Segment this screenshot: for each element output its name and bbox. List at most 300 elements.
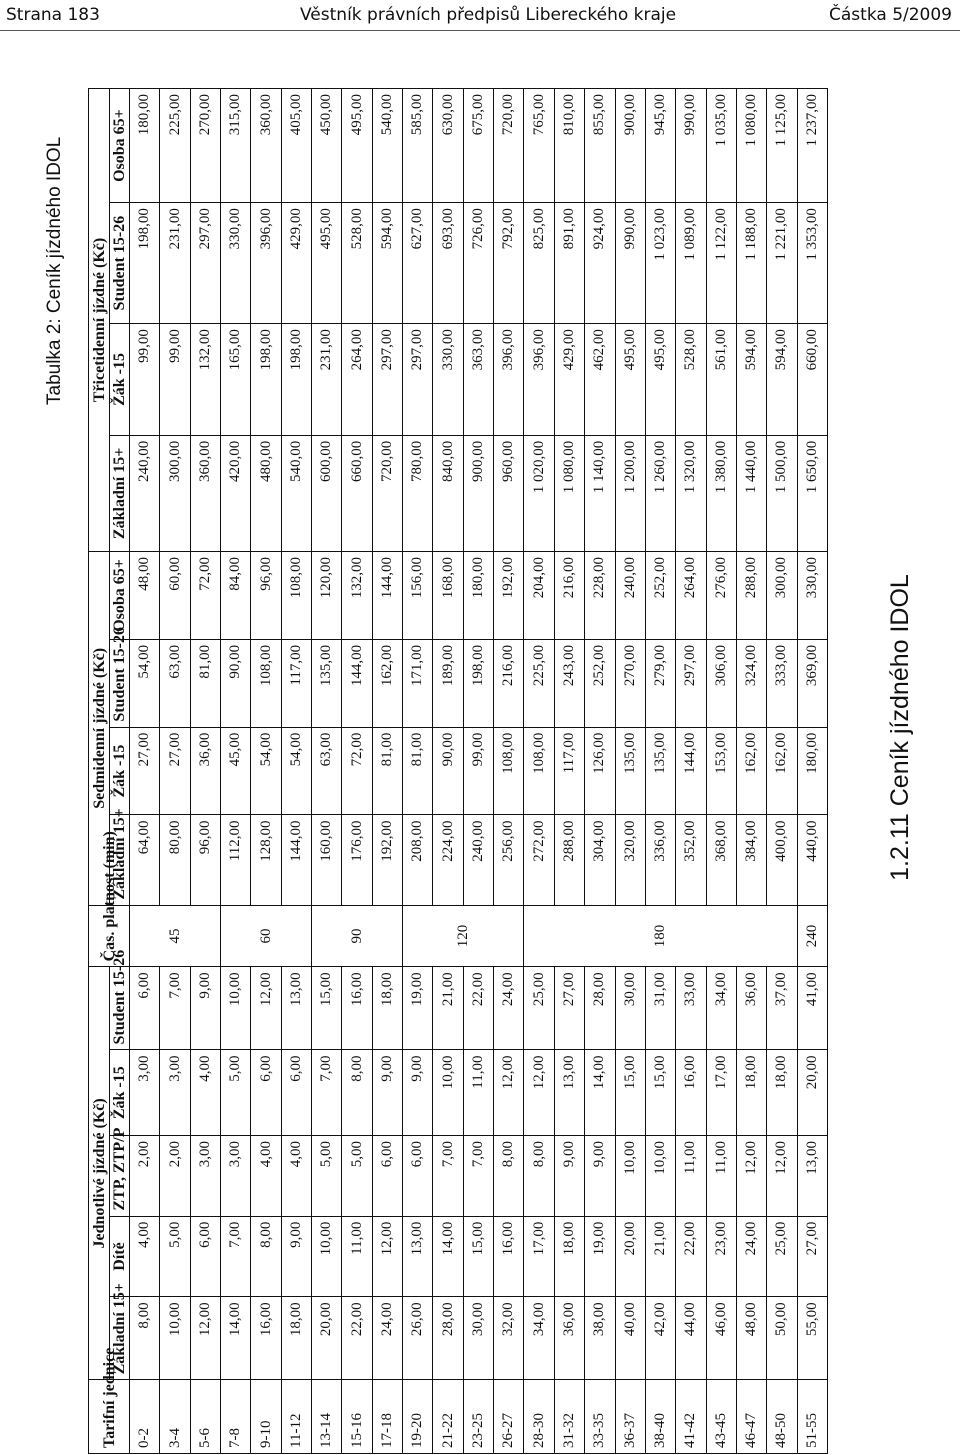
zone-cell: 46-47 bbox=[736, 1380, 766, 1454]
single-fare-cell: 32,00 bbox=[494, 1297, 524, 1380]
single-fare-cell: 15,00 bbox=[645, 1050, 675, 1135]
single-fare-cell: 28,00 bbox=[433, 1297, 463, 1380]
single-fare-cell: 14,00 bbox=[221, 1297, 251, 1380]
weekly-fare-cell: 144,00 bbox=[281, 815, 311, 905]
single-fare-cell: 10,00 bbox=[312, 1216, 342, 1297]
weekly-fare-cell: 224,00 bbox=[433, 815, 463, 905]
single-fare-cell: 30,00 bbox=[463, 1297, 493, 1380]
single-fare-cell: 34,00 bbox=[524, 1297, 554, 1380]
weekly-fare-cell: 36,00 bbox=[190, 727, 220, 815]
single-fare-cell: 40,00 bbox=[615, 1297, 645, 1380]
zone-cell: 7-8 bbox=[221, 1380, 251, 1454]
weekly-fare-cell: 252,00 bbox=[645, 552, 675, 640]
single-fare-cell: 10,00 bbox=[221, 967, 251, 1050]
single-fare-cell: 36,00 bbox=[554, 1297, 584, 1380]
table-row bbox=[342, 89, 372, 1454]
monthly-fare-cell: 1 440,00 bbox=[736, 435, 766, 551]
single-fare-cell: 3,00 bbox=[221, 1135, 251, 1216]
table-row bbox=[160, 89, 190, 1454]
single-fare-cell: 27,00 bbox=[554, 967, 584, 1050]
single-fare-cell: 12,00 bbox=[190, 1297, 220, 1380]
table-row bbox=[312, 89, 342, 1454]
weekly-fare-cell: 336,00 bbox=[645, 815, 675, 905]
single-fare-cell: 9,00 bbox=[585, 1135, 615, 1216]
weekly-fare-cell: 132,00 bbox=[342, 552, 372, 640]
monthly-fare-cell: 990,00 bbox=[676, 89, 706, 203]
weekly-fare-cell: 108,00 bbox=[281, 552, 311, 640]
single-fare-cell: 15,00 bbox=[615, 1050, 645, 1135]
monthly-fare-cell: 231,00 bbox=[160, 203, 190, 324]
weekly-fare-cell: 270,00 bbox=[615, 639, 645, 727]
table-row bbox=[706, 89, 736, 1454]
monthly-fare-cell: 198,00 bbox=[281, 324, 311, 436]
monthly-fare-cell: 180,00 bbox=[130, 89, 160, 203]
monthly-fare-cell: 825,00 bbox=[524, 203, 554, 324]
single-fare-cell: 6,00 bbox=[372, 1135, 402, 1216]
monthly-fare-cell: 720,00 bbox=[494, 89, 524, 203]
table-row bbox=[554, 89, 584, 1454]
monthly-fare-cell: 315,00 bbox=[221, 89, 251, 203]
monthly-fare-cell: 594,00 bbox=[736, 324, 766, 436]
single-fare-cell: 4,00 bbox=[281, 1135, 311, 1216]
single-fare-cell: 11,00 bbox=[676, 1135, 706, 1216]
monthly-col-header: Žák -15 bbox=[110, 324, 130, 436]
weekly-fare-cell: 180,00 bbox=[797, 727, 827, 815]
table-row bbox=[403, 89, 433, 1454]
weekly-fare-cell: 320,00 bbox=[615, 815, 645, 905]
single-fare-cell: 11,00 bbox=[342, 1216, 372, 1297]
single-fare-cell: 7,00 bbox=[463, 1135, 493, 1216]
weekly-fare-cell: 90,00 bbox=[433, 727, 463, 815]
single-fare-cell: 38,00 bbox=[585, 1297, 615, 1380]
weekly-fare-cell: 84,00 bbox=[221, 552, 251, 640]
weekly-fare-cell: 225,00 bbox=[524, 639, 554, 727]
zone-cell: 3-4 bbox=[160, 1380, 190, 1454]
weekly-fare-cell: 144,00 bbox=[676, 727, 706, 815]
monthly-fare-cell: 495,00 bbox=[615, 324, 645, 436]
single-fare-cell: 6,00 bbox=[130, 967, 160, 1050]
single-fare-cell: 55,00 bbox=[797, 1297, 827, 1380]
weekly-fare-cell: 72,00 bbox=[342, 727, 372, 815]
single-fare-cell: 6,00 bbox=[281, 1050, 311, 1135]
single-fare-cell: 6,00 bbox=[190, 1216, 220, 1297]
single-fare-cell: 7,00 bbox=[433, 1135, 463, 1216]
monthly-fare-cell: 300,00 bbox=[160, 435, 190, 551]
single-col-header: Základní 15+ bbox=[110, 1297, 130, 1380]
monthly-fare-cell: 429,00 bbox=[554, 324, 584, 436]
single-fare-cell: 4,00 bbox=[251, 1135, 281, 1216]
weekly-fare-cell: 144,00 bbox=[342, 639, 372, 727]
weekly-fare-cell: 80,00 bbox=[160, 815, 190, 905]
publication-title: Věstník právních předpisů Libereckého kraje bbox=[300, 5, 677, 25]
subheader-row bbox=[110, 89, 130, 1454]
monthly-fare-group-header: Třicetidenní jízdné (Kč) bbox=[89, 89, 110, 552]
monthly-fare-cell: 363,00 bbox=[463, 324, 493, 436]
weekly-fare-cell: 72,00 bbox=[190, 552, 220, 640]
weekly-fare-cell: 352,00 bbox=[676, 815, 706, 905]
single-fare-cell: 5,00 bbox=[312, 1135, 342, 1216]
monthly-fare-cell: 600,00 bbox=[312, 435, 342, 551]
single-col-header: Student 15-26 bbox=[110, 967, 130, 1050]
single-fare-cell: 12,00 bbox=[767, 1135, 797, 1216]
weekly-fare-cell: 45,00 bbox=[221, 727, 251, 815]
zone-cell: 11-12 bbox=[281, 1380, 311, 1454]
single-fare-cell: 36,00 bbox=[736, 967, 766, 1050]
monthly-fare-cell: 1 320,00 bbox=[676, 435, 706, 551]
monthly-fare-cell: 1 080,00 bbox=[554, 435, 584, 551]
monthly-fare-cell: 1 650,00 bbox=[797, 435, 827, 551]
zone-cell: 48-50 bbox=[767, 1380, 797, 1454]
monthly-fare-cell: 693,00 bbox=[433, 203, 463, 324]
table-row bbox=[190, 89, 220, 1454]
weekly-col-header: Osoba 65+ bbox=[110, 552, 130, 640]
monthly-fare-cell: 1 089,00 bbox=[676, 203, 706, 324]
table-row bbox=[463, 89, 493, 1454]
single-fare-cell: 10,00 bbox=[615, 1135, 645, 1216]
single-fare-cell: 23,00 bbox=[706, 1216, 736, 1297]
weekly-fare-cell: 156,00 bbox=[403, 552, 433, 640]
single-fare-group-header: Jednotlivé jízdné (Kč) bbox=[89, 967, 110, 1380]
monthly-col-header: Osoba 65+ bbox=[110, 89, 130, 203]
weekly-fare-cell: 162,00 bbox=[372, 639, 402, 727]
monthly-fare-cell: 270,00 bbox=[190, 89, 220, 203]
zone-cell: 31-32 bbox=[554, 1380, 584, 1454]
weekly-fare-cell: 216,00 bbox=[494, 639, 524, 727]
weekly-fare-cell: 384,00 bbox=[736, 815, 766, 905]
single-fare-cell: 14,00 bbox=[433, 1216, 463, 1297]
table-row bbox=[251, 89, 281, 1454]
single-fare-cell: 9,00 bbox=[372, 1050, 402, 1135]
single-fare-cell: 3,00 bbox=[130, 1050, 160, 1135]
single-fare-cell: 13,00 bbox=[403, 1216, 433, 1297]
single-fare-cell: 8,00 bbox=[494, 1135, 524, 1216]
monthly-fare-cell: 891,00 bbox=[554, 203, 584, 324]
weekly-fare-cell: 96,00 bbox=[251, 552, 281, 640]
monthly-fare-cell: 810,00 bbox=[554, 89, 584, 203]
single-col-header: Žák -15 bbox=[110, 1050, 130, 1135]
weekly-fare-cell: 135,00 bbox=[312, 639, 342, 727]
validity-cell: 180 bbox=[524, 905, 797, 967]
single-fare-cell: 28,00 bbox=[585, 967, 615, 1050]
weekly-fare-cell: 368,00 bbox=[706, 815, 736, 905]
single-fare-cell: 12,00 bbox=[251, 967, 281, 1050]
single-fare-cell: 10,00 bbox=[433, 1050, 463, 1135]
table-row bbox=[281, 89, 311, 1454]
single-fare-cell: 7,00 bbox=[221, 1216, 251, 1297]
monthly-fare-cell: 1 221,00 bbox=[767, 203, 797, 324]
zone-cell: 13-14 bbox=[312, 1380, 342, 1454]
weekly-fare-cell: 189,00 bbox=[433, 639, 463, 727]
monthly-fare-cell: 675,00 bbox=[463, 89, 493, 203]
single-fare-cell: 9,00 bbox=[403, 1050, 433, 1135]
monthly-fare-cell: 99,00 bbox=[160, 324, 190, 436]
single-fare-cell: 16,00 bbox=[342, 967, 372, 1050]
monthly-fare-cell: 1 500,00 bbox=[767, 435, 797, 551]
weekly-fare-cell: 168,00 bbox=[433, 552, 463, 640]
weekly-fare-cell: 81,00 bbox=[190, 639, 220, 727]
monthly-fare-cell: 360,00 bbox=[190, 435, 220, 551]
monthly-fare-cell: 945,00 bbox=[645, 89, 675, 203]
weekly-fare-cell: 48,00 bbox=[130, 552, 160, 640]
single-fare-cell: 34,00 bbox=[706, 967, 736, 1050]
monthly-fare-cell: 1 080,00 bbox=[736, 89, 766, 203]
monthly-fare-cell: 720,00 bbox=[372, 435, 402, 551]
single-fare-cell: 3,00 bbox=[190, 1135, 220, 1216]
table-caption: Tabulka 2: Ceník jízdného IDOL bbox=[44, 136, 65, 405]
weekly-fare-cell: 144,00 bbox=[372, 552, 402, 640]
weekly-fare-cell: 108,00 bbox=[494, 727, 524, 815]
monthly-fare-cell: 396,00 bbox=[524, 324, 554, 436]
single-fare-cell: 18,00 bbox=[554, 1216, 584, 1297]
weekly-fare-cell: 288,00 bbox=[554, 815, 584, 905]
table-row bbox=[736, 89, 766, 1454]
weekly-fare-cell: 90,00 bbox=[221, 639, 251, 727]
weekly-fare-cell: 153,00 bbox=[706, 727, 736, 815]
single-fare-cell: 33,00 bbox=[676, 967, 706, 1050]
weekly-fare-cell: 135,00 bbox=[615, 727, 645, 815]
weekly-col-header: Základní 15+ bbox=[110, 815, 130, 905]
monthly-fare-cell: 900,00 bbox=[463, 435, 493, 551]
monthly-fare-cell: 726,00 bbox=[463, 203, 493, 324]
monthly-fare-cell: 585,00 bbox=[403, 89, 433, 203]
single-fare-cell: 17,00 bbox=[706, 1050, 736, 1135]
weekly-fare-cell: 208,00 bbox=[403, 815, 433, 905]
single-fare-cell: 12,00 bbox=[494, 1050, 524, 1135]
single-fare-cell: 3,00 bbox=[160, 1050, 190, 1135]
single-fare-cell: 31,00 bbox=[645, 967, 675, 1050]
single-fare-cell: 22,00 bbox=[676, 1216, 706, 1297]
monthly-fare-cell: 99,00 bbox=[130, 324, 160, 436]
weekly-fare-cell: 108,00 bbox=[524, 727, 554, 815]
monthly-fare-cell: 630,00 bbox=[433, 89, 463, 203]
weekly-fare-cell: 228,00 bbox=[585, 552, 615, 640]
weekly-fare-cell: 54,00 bbox=[281, 727, 311, 815]
weekly-fare-cell: 180,00 bbox=[463, 552, 493, 640]
single-fare-cell: 15,00 bbox=[312, 967, 342, 1050]
validity-cell: 90 bbox=[312, 905, 403, 967]
weekly-fare-cell: 369,00 bbox=[797, 639, 827, 727]
zone-cell: 38-40 bbox=[645, 1380, 675, 1454]
monthly-fare-cell: 1 140,00 bbox=[585, 435, 615, 551]
weekly-fare-cell: 135,00 bbox=[645, 727, 675, 815]
zone-cell: 21-22 bbox=[433, 1380, 463, 1454]
single-fare-cell: 46,00 bbox=[706, 1297, 736, 1380]
single-col-header: ZTP, ZTP/P bbox=[110, 1135, 130, 1216]
weekly-fare-cell: 300,00 bbox=[767, 552, 797, 640]
monthly-fare-cell: 495,00 bbox=[312, 203, 342, 324]
monthly-fare-cell: 1 020,00 bbox=[524, 435, 554, 551]
single-fare-cell: 16,00 bbox=[251, 1297, 281, 1380]
weekly-fare-cell: 192,00 bbox=[372, 815, 402, 905]
monthly-fare-cell: 660,00 bbox=[797, 324, 827, 436]
table-row bbox=[221, 89, 251, 1454]
weekly-fare-cell: 252,00 bbox=[585, 639, 615, 727]
weekly-fare-cell: 204,00 bbox=[524, 552, 554, 640]
weekly-fare-cell: 240,00 bbox=[463, 815, 493, 905]
zone-cell: 43-45 bbox=[706, 1380, 736, 1454]
single-fare-cell: 25,00 bbox=[524, 967, 554, 1050]
single-fare-cell: 8,00 bbox=[130, 1297, 160, 1380]
weekly-fare-cell: 279,00 bbox=[645, 639, 675, 727]
zone-cell: 36-37 bbox=[615, 1380, 645, 1454]
monthly-fare-cell: 780,00 bbox=[403, 435, 433, 551]
single-fare-cell: 18,00 bbox=[736, 1050, 766, 1135]
single-fare-cell: 19,00 bbox=[585, 1216, 615, 1297]
weekly-fare-cell: 176,00 bbox=[342, 815, 372, 905]
zone-cell: 28-30 bbox=[524, 1380, 554, 1454]
weekly-fare-cell: 126,00 bbox=[585, 727, 615, 815]
weekly-col-header: Žák -15 bbox=[110, 727, 130, 815]
monthly-fare-cell: 297,00 bbox=[403, 324, 433, 436]
single-fare-cell: 12,00 bbox=[524, 1050, 554, 1135]
single-fare-cell: 26,00 bbox=[403, 1297, 433, 1380]
monthly-fare-cell: 855,00 bbox=[585, 89, 615, 203]
weekly-fare-cell: 240,00 bbox=[615, 552, 645, 640]
table-row bbox=[615, 89, 645, 1454]
monthly-fare-cell: 396,00 bbox=[251, 203, 281, 324]
page-number: Strana 183 bbox=[6, 5, 100, 25]
weekly-fare-cell: 99,00 bbox=[463, 727, 493, 815]
monthly-fare-cell: 1 125,00 bbox=[767, 89, 797, 203]
weekly-fare-cell: 117,00 bbox=[554, 727, 584, 815]
single-fare-cell: 19,00 bbox=[403, 967, 433, 1050]
weekly-fare-cell: 27,00 bbox=[130, 727, 160, 815]
monthly-fare-cell: 198,00 bbox=[130, 203, 160, 324]
zone-cell: 23-25 bbox=[463, 1380, 493, 1454]
monthly-fare-cell: 900,00 bbox=[615, 89, 645, 203]
monthly-fare-cell: 627,00 bbox=[403, 203, 433, 324]
monthly-fare-cell: 594,00 bbox=[372, 203, 402, 324]
weekly-fare-cell: 333,00 bbox=[767, 639, 797, 727]
monthly-fare-cell: 396,00 bbox=[494, 324, 524, 436]
single-fare-cell: 11,00 bbox=[463, 1050, 493, 1135]
single-fare-cell: 21,00 bbox=[433, 967, 463, 1050]
monthly-fare-cell: 1 260,00 bbox=[645, 435, 675, 551]
single-fare-cell: 4,00 bbox=[190, 1050, 220, 1135]
single-fare-cell: 9,00 bbox=[554, 1135, 584, 1216]
monthly-fare-cell: 405,00 bbox=[281, 89, 311, 203]
monthly-col-header: Student 15-26 bbox=[110, 203, 130, 324]
single-fare-cell: 20,00 bbox=[312, 1297, 342, 1380]
weekly-fare-cell: 198,00 bbox=[463, 639, 493, 727]
weekly-fare-cell: 160,00 bbox=[312, 815, 342, 905]
monthly-fare-cell: 297,00 bbox=[372, 324, 402, 436]
table-row bbox=[676, 89, 706, 1454]
single-fare-cell: 2,00 bbox=[160, 1135, 190, 1216]
monthly-fare-cell: 450,00 bbox=[312, 89, 342, 203]
single-fare-cell: 12,00 bbox=[736, 1135, 766, 1216]
weekly-fare-cell: 304,00 bbox=[585, 815, 615, 905]
monthly-fare-cell: 495,00 bbox=[645, 324, 675, 436]
monthly-fare-cell: 132,00 bbox=[190, 324, 220, 436]
table-row bbox=[797, 89, 827, 1454]
single-fare-cell: 25,00 bbox=[767, 1216, 797, 1297]
section-heading: 1.2.11 Ceník jízdného IDOL bbox=[886, 574, 914, 881]
weekly-fare-cell: 112,00 bbox=[221, 815, 251, 905]
single-fare-cell: 30,00 bbox=[615, 967, 645, 1050]
single-fare-cell: 8,00 bbox=[524, 1135, 554, 1216]
single-col-header: Dítě bbox=[110, 1216, 130, 1297]
monthly-fare-cell: 528,00 bbox=[676, 324, 706, 436]
weekly-fare-cell: 400,00 bbox=[767, 815, 797, 905]
zone-cell: 33-35 bbox=[585, 1380, 615, 1454]
monthly-fare-cell: 429,00 bbox=[281, 203, 311, 324]
weekly-fare-cell: 324,00 bbox=[736, 639, 766, 727]
single-fare-cell: 37,00 bbox=[767, 967, 797, 1050]
single-fare-cell: 9,00 bbox=[281, 1216, 311, 1297]
monthly-fare-cell: 594,00 bbox=[767, 324, 797, 436]
zone-cell: 15-16 bbox=[342, 1380, 372, 1454]
monthly-fare-cell: 1 200,00 bbox=[615, 435, 645, 551]
single-fare-cell: 20,00 bbox=[797, 1050, 827, 1135]
single-fare-cell: 18,00 bbox=[372, 967, 402, 1050]
zone-cell: 51-55 bbox=[797, 1380, 827, 1454]
weekly-fare-cell: 54,00 bbox=[251, 727, 281, 815]
single-fare-cell: 15,00 bbox=[463, 1216, 493, 1297]
zone-cell: 17-18 bbox=[372, 1380, 402, 1454]
monthly-fare-cell: 1 035,00 bbox=[706, 89, 736, 203]
single-fare-cell: 7,00 bbox=[312, 1050, 342, 1135]
single-fare-cell: 27,00 bbox=[797, 1216, 827, 1297]
monthly-fare-cell: 792,00 bbox=[494, 203, 524, 324]
monthly-fare-cell: 540,00 bbox=[372, 89, 402, 203]
table-row bbox=[372, 89, 402, 1454]
validity-cell: 45 bbox=[130, 905, 221, 967]
single-fare-cell: 50,00 bbox=[767, 1297, 797, 1380]
single-fare-cell: 12,00 bbox=[372, 1216, 402, 1297]
single-fare-cell: 20,00 bbox=[615, 1216, 645, 1297]
single-fare-cell: 13,00 bbox=[281, 967, 311, 1050]
single-fare-cell: 21,00 bbox=[645, 1216, 675, 1297]
weekly-fare-cell: 192,00 bbox=[494, 552, 524, 640]
monthly-fare-cell: 240,00 bbox=[130, 435, 160, 551]
single-fare-cell: 6,00 bbox=[403, 1135, 433, 1216]
single-fare-cell: 41,00 bbox=[797, 967, 827, 1050]
weekly-fare-cell: 276,00 bbox=[706, 552, 736, 640]
monthly-fare-cell: 297,00 bbox=[190, 203, 220, 324]
monthly-fare-cell: 765,00 bbox=[524, 89, 554, 203]
weekly-fare-cell: 81,00 bbox=[403, 727, 433, 815]
monthly-fare-cell: 540,00 bbox=[281, 435, 311, 551]
single-fare-cell: 7,00 bbox=[160, 967, 190, 1050]
table-row bbox=[767, 89, 797, 1454]
weekly-fare-cell: 288,00 bbox=[736, 552, 766, 640]
weekly-fare-cell: 272,00 bbox=[524, 815, 554, 905]
monthly-fare-cell: 924,00 bbox=[585, 203, 615, 324]
monthly-fare-cell: 1 237,00 bbox=[797, 89, 827, 203]
monthly-fare-cell: 330,00 bbox=[221, 203, 251, 324]
weekly-fare-cell: 162,00 bbox=[736, 727, 766, 815]
weekly-fare-cell: 120,00 bbox=[312, 552, 342, 640]
weekly-fare-cell: 243,00 bbox=[554, 639, 584, 727]
single-fare-cell: 24,00 bbox=[494, 967, 524, 1050]
weekly-fare-cell: 54,00 bbox=[130, 639, 160, 727]
table-row bbox=[130, 89, 160, 1454]
weekly-fare-cell: 117,00 bbox=[281, 639, 311, 727]
weekly-fare-cell: 128,00 bbox=[251, 815, 281, 905]
single-fare-cell: 42,00 bbox=[645, 1297, 675, 1380]
weekly-fare-cell: 216,00 bbox=[554, 552, 584, 640]
single-fare-cell: 18,00 bbox=[767, 1050, 797, 1135]
weekly-col-header: Student 15-26 bbox=[110, 639, 130, 727]
monthly-fare-cell: 198,00 bbox=[251, 324, 281, 436]
monthly-fare-cell: 360,00 bbox=[251, 89, 281, 203]
monthly-fare-cell: 264,00 bbox=[342, 324, 372, 436]
weekly-fare-cell: 27,00 bbox=[160, 727, 190, 815]
monthly-fare-cell: 561,00 bbox=[706, 324, 736, 436]
single-fare-cell: 5,00 bbox=[342, 1135, 372, 1216]
zone-header: Tarifní jednice bbox=[89, 1380, 130, 1454]
